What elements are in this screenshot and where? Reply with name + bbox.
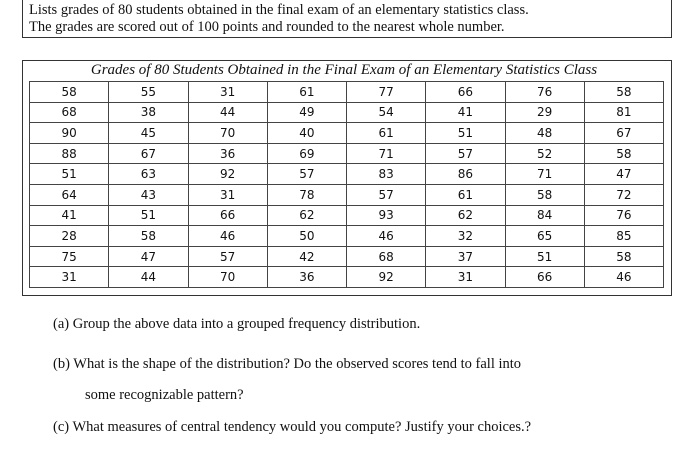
question-a: (a) Group the above data into a grouped frequency distribution. (53, 316, 421, 332)
grade-cell: 41 (426, 102, 505, 123)
table-row (30, 246, 664, 267)
question-c: (c) What measures of central tendency would you compute? Justify your choices.? (53, 419, 532, 435)
grade-cell: 47 (584, 164, 663, 185)
grade-cell: 37 (426, 246, 505, 267)
grade-cell: 83 (347, 164, 426, 185)
grade-cell: 31 (426, 267, 505, 288)
grade-cell: 69 (267, 143, 346, 164)
grade-cell: 54 (347, 102, 426, 123)
grade-cell: 66 (505, 267, 584, 288)
grade-cell: 58 (584, 246, 663, 267)
grade-cell: 46 (347, 226, 426, 247)
grade-cell: 67 (109, 143, 188, 164)
grade-cell: 70 (188, 123, 267, 144)
grade-cell: 61 (267, 82, 346, 103)
grade-cell: 57 (267, 164, 346, 185)
table-caption: Grades of 80 Students Obtained in the Final Exam of an Elementary Statistics Class (90, 62, 598, 78)
grade-cell: 41 (30, 205, 109, 226)
grade-cell: 63 (109, 164, 188, 185)
grade-cell: 58 (584, 143, 663, 164)
grade-cell: 48 (505, 123, 584, 144)
grade-cell: 62 (426, 205, 505, 226)
grade-cell: 29 (505, 102, 584, 123)
grade-cell: 31 (188, 82, 267, 103)
grade-cell: 57 (188, 246, 267, 267)
grade-cell: 66 (426, 82, 505, 103)
grade-cell: 44 (188, 102, 267, 123)
grade-cell: 70 (188, 267, 267, 288)
grade-cell: 49 (267, 102, 346, 123)
table-row (30, 123, 664, 144)
grade-cell: 43 (109, 184, 188, 205)
grade-cell: 58 (584, 82, 663, 103)
question-b-line-2: some recognizable pattern? (85, 387, 244, 403)
grade-cell: 51 (30, 164, 109, 185)
table-row (30, 226, 664, 247)
grade-cell: 92 (347, 267, 426, 288)
intro-box (22, 0, 672, 38)
grade-cell: 31 (30, 267, 109, 288)
grade-cell: 68 (30, 102, 109, 123)
grade-cell: 88 (30, 143, 109, 164)
grade-cell: 38 (109, 102, 188, 123)
grade-cell: 61 (347, 123, 426, 144)
grade-cell: 46 (584, 267, 663, 288)
grade-cell: 67 (584, 123, 663, 144)
table-row (30, 267, 664, 288)
grade-cell: 32 (426, 226, 505, 247)
grade-cell: 57 (347, 184, 426, 205)
grade-cell: 36 (188, 143, 267, 164)
grade-cell: 86 (426, 164, 505, 185)
grade-cell: 92 (188, 164, 267, 185)
question-b-line-1: (b) What is the shape of the distribution? Do the observed scores tend to fall into (53, 356, 522, 372)
grade-cell: 31 (188, 184, 267, 205)
grade-cell: 51 (505, 246, 584, 267)
grade-cell: 76 (584, 205, 663, 226)
grade-cell: 66 (188, 205, 267, 226)
grade-cell: 58 (30, 82, 109, 103)
table-row (30, 205, 664, 226)
grade-cell: 72 (584, 184, 663, 205)
table-row (30, 184, 664, 205)
grade-cell: 81 (584, 102, 663, 123)
grade-cell: 57 (426, 143, 505, 164)
grade-cell: 76 (505, 82, 584, 103)
grade-cell: 28 (30, 226, 109, 247)
grade-cell: 61 (426, 184, 505, 205)
grade-cell: 85 (584, 226, 663, 247)
intro-line-1: Lists grades of 80 students obtained in the final exam of an elementary statistics class. (29, 2, 529, 18)
grade-cell: 65 (505, 226, 584, 247)
grade-cell: 47 (109, 246, 188, 267)
grade-cell: 46 (188, 226, 267, 247)
grade-cell: 42 (267, 246, 346, 267)
grade-cell: 52 (505, 143, 584, 164)
grades-table (29, 81, 664, 288)
table-row (30, 143, 664, 164)
grade-cell: 40 (267, 123, 346, 144)
grade-cell: 58 (109, 226, 188, 247)
grade-cell: 36 (267, 267, 346, 288)
table-row (30, 102, 664, 123)
grade-cell: 71 (347, 143, 426, 164)
table-row (30, 164, 664, 185)
grade-cell: 77 (347, 82, 426, 103)
grade-cell: 50 (267, 226, 346, 247)
grade-cell: 44 (109, 267, 188, 288)
grade-cell: 84 (505, 205, 584, 226)
grade-cell: 58 (505, 184, 584, 205)
intro-line-2: The grades are scored out of 100 points and rounded to the nearest whole number. (29, 19, 505, 35)
table-row (30, 82, 664, 103)
grade-cell: 51 (109, 205, 188, 226)
grade-cell: 51 (426, 123, 505, 144)
grade-cell: 75 (30, 246, 109, 267)
grade-cell: 71 (505, 164, 584, 185)
grade-cell: 55 (109, 82, 188, 103)
grade-cell: 45 (109, 123, 188, 144)
grade-cell: 64 (30, 184, 109, 205)
grade-cell: 93 (347, 205, 426, 226)
grade-cell: 62 (267, 205, 346, 226)
grade-cell: 68 (347, 246, 426, 267)
grade-cell: 90 (30, 123, 109, 144)
grade-cell: 78 (267, 184, 346, 205)
